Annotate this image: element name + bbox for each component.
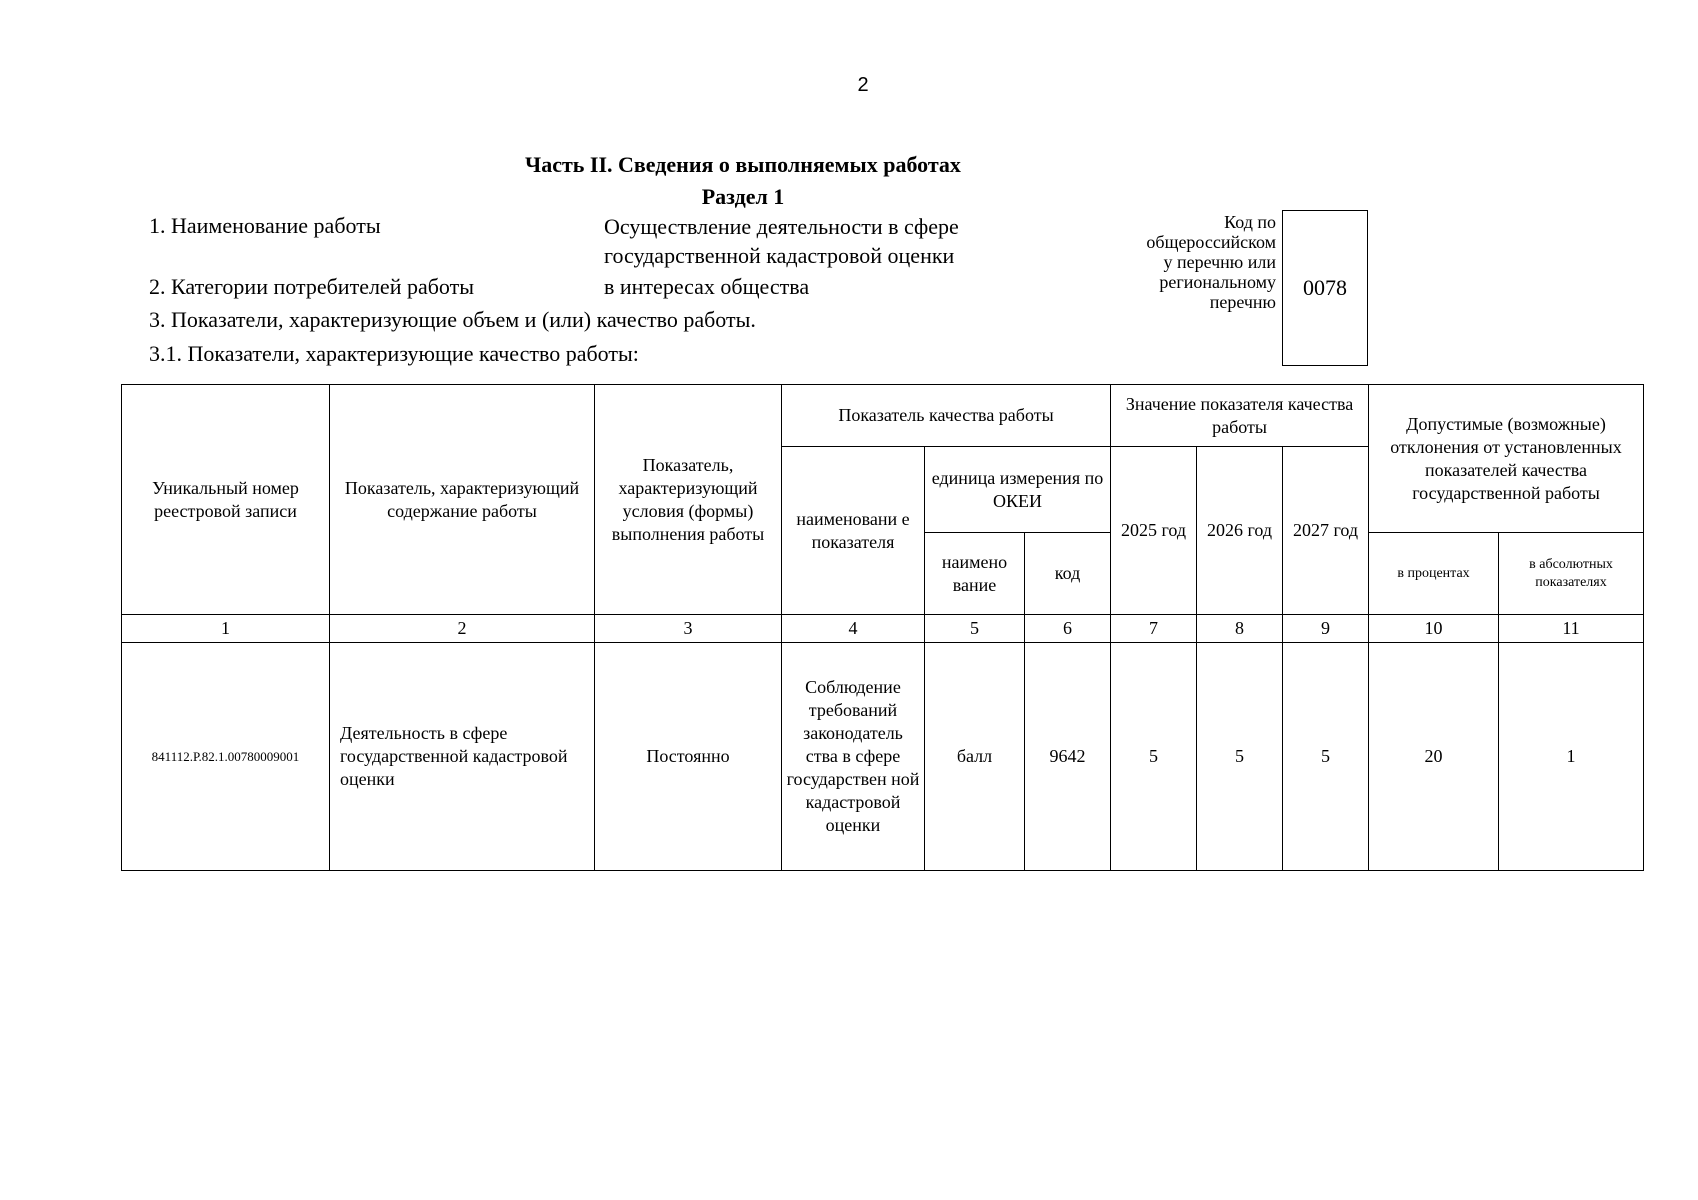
header-quality-values: Значение показателя качества работы <box>1111 385 1369 447</box>
header-deviations: Допустимые (возможные) отклонения от установленных показателей качества государственной работы <box>1369 385 1644 533</box>
work-name-value-line2: государственной кадастровой оценки <box>604 243 955 268</box>
page-number: 2 <box>857 74 869 96</box>
code-label-line: общероссийском <box>1146 232 1276 252</box>
column-number: 8 <box>1197 615 1283 643</box>
column-number: 6 <box>1025 615 1111 643</box>
column-number: 11 <box>1499 615 1644 643</box>
quality-indicators-table <box>121 384 1644 871</box>
header-row-1 <box>122 385 1644 447</box>
record-number-cell: 841112.Р.82.1.00780009001 <box>122 643 330 871</box>
conditions-cell: Постоянно <box>595 643 782 871</box>
code-label-line: у перечню или <box>1163 252 1276 272</box>
part-title: Часть II. Сведения о выполняемых работах <box>525 152 961 177</box>
column-number: 3 <box>595 615 782 643</box>
code-label <box>1100 212 1276 312</box>
column-number: 2 <box>330 615 595 643</box>
code-value: 0078 <box>1303 275 1347 300</box>
header-quality-indicator: Показатель качества работы <box>782 385 1111 447</box>
work-name-value-line1: Осуществление деятельности в сфере <box>604 214 959 239</box>
code-box <box>1282 210 1368 366</box>
consumers-value: в интересах общества <box>604 274 810 299</box>
column-numbers-row <box>122 615 1644 643</box>
header-content-indicator: Показатель, характеризующий содержание работы <box>330 385 595 615</box>
table-row <box>122 643 1644 871</box>
value-2025-cell: 5 <box>1111 643 1197 871</box>
deviation-percent-cell: 20 <box>1369 643 1499 871</box>
unit-code-cell: 9642 <box>1025 643 1111 871</box>
content-cell: Деятельность в сфере государственной кадастровой оценки <box>330 643 595 871</box>
quality-heading: 3.1. Показатели, характеризующие качество работы: <box>149 341 639 366</box>
column-number: 10 <box>1369 615 1499 643</box>
header-unit-code: код <box>1025 533 1111 615</box>
header-conditions-indicator: Показатель, характеризующий условия (формы) выполнения работы <box>595 385 782 615</box>
column-number: 4 <box>782 615 925 643</box>
column-number: 1 <box>122 615 330 643</box>
indicators-heading: 3. Показатели, характеризующие объем и (или) качество работы. <box>149 307 756 332</box>
header-unit-okei: единица измерения по ОКЕИ <box>925 447 1111 533</box>
column-number: 5 <box>925 615 1025 643</box>
column-number: 9 <box>1283 615 1369 643</box>
header-year-2025: 2025 год <box>1111 447 1197 615</box>
value-2026-cell: 5 <box>1197 643 1283 871</box>
header-in-percent: в процентах <box>1369 533 1499 615</box>
header-in-absolute: в абсолютных показателях <box>1499 533 1644 615</box>
header-unit-name: наимено вание <box>925 533 1025 615</box>
work-name-label: 1. Наименование работы <box>149 213 381 238</box>
header-year-2027: 2027 год <box>1283 447 1369 615</box>
column-number: 7 <box>1111 615 1197 643</box>
header-year-2026: 2026 год <box>1197 447 1283 615</box>
deviation-absolute-cell: 1 <box>1499 643 1644 871</box>
code-label-line: перечню <box>1209 292 1276 312</box>
unit-name-cell: балл <box>925 643 1025 871</box>
consumers-label: 2. Категории потребителей работы <box>149 274 475 299</box>
value-2027-cell: 5 <box>1283 643 1369 871</box>
code-label-line: Код по <box>1224 212 1276 232</box>
code-label-line: региональному <box>1159 272 1276 292</box>
section-title: Раздел 1 <box>701 184 785 209</box>
header-unique-number: Уникальный номер реестровой записи <box>122 385 330 615</box>
indicator-name-cell: Соблюдение требований законодатель ства в сфере государствен ной кадастровой оценки <box>782 643 925 871</box>
header-indicator-name: наименовани е показателя <box>782 447 925 615</box>
